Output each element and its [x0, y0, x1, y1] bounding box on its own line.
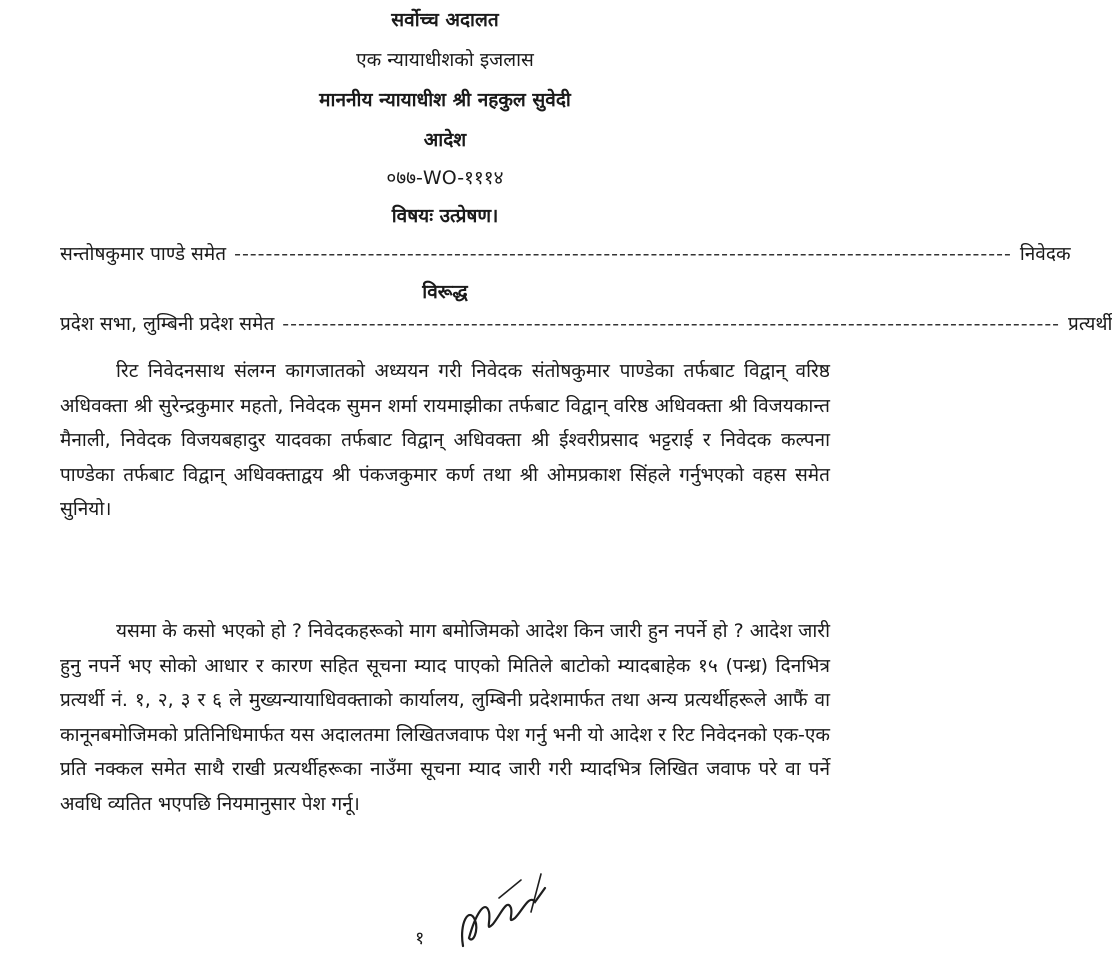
dash-leader: ---------------------------------------------------------------------------------------------------	[234, 243, 1012, 265]
order-heading: आदेश	[423, 129, 467, 151]
petitioner-name: सन्तोषकुमार पाण्डे समेत	[60, 243, 227, 265]
petitioner-role: निवेदक	[1019, 243, 1071, 265]
versus-label: विरूद्ध	[422, 281, 468, 303]
respondent-line	[60, 310, 1112, 336]
signature-scribble	[455, 868, 565, 953]
respondent-name: प्रदेश सभा, लुम्बिनी प्रदेश समेत	[60, 313, 275, 335]
court-name: सर्वोच्च अदालत	[391, 9, 499, 31]
justice-name: माननीय न्यायाधीश श्री नहकुल सुवेदी	[319, 89, 571, 111]
paragraph-hearing: रिट निवेदनसाथ संलग्न कागजातको अध्ययन गरी निवेदक संतोषकुमार पाण्डेका तर्फबाट विद्वान् वरिष्ठ अधिवक्ता श्री सुरेन्द्रकुमार महतो, निवेदक सुमन शर्मा रायमाझीका तर्फबाट विद्वान् वरिष्ठ अधिवक्ता श्री विजयकान्त मैनाली, निवेदक विजयबहादुर यादवका तर्फबाट विद्वान् अधिवक्ता श्री ईश्वरीप्रसाद भट्टराई र निवेदक कल्पना पाण्डेका तर्फबाट विद्वान् अधिवक्ताद्वय श्री पंकजकुमार कर्ण तथा श्री ओमप्रकाश सिंहले गर्नुभएको वहस समेत सुनियो।	[60, 360, 830, 520]
case-number: ०७७-WO-१११४	[386, 167, 504, 189]
paragraph-order: यसमा के कसो भएको हो ? निवेदकहरूको माग बमोजिमको आदेश किन जारी हुन नपर्ने हो ? आदेश जारी हुनु नपर्ने भए सोको आधार र कारण सहित सूचना म्याद पाएको मितिले बाटोको म्यादबाहेक १५ (पन्ध्र) दिनभित्र प्रत्यर्थी नं. १, २, ३ र ६ ले मुख्यन्यायाधिवक्ताको कार्यालय, लुम्बिनी प्रदेशमार्फत तथा अन्य प्रत्यर्थीहरूले आफैं वा कानूनबमोजिमको प्रतिनिधिमार्फत यस अदालतमा लिखितजवाफ पेश गर्नु भनी यो आदेश र रिट निवेदनको एक-एक प्रति नक्कल समेत साथै राखी प्रत्यर्थीहरूका नाउँमा सूचना म्याद जारी गरी म्यादभित्र लिखित जवाफ परे वा पर्ने अवधि व्यतित भएपछि नियमानुसार पेश गर्नू।	[60, 620, 831, 815]
bench-type: एक न्यायाधीशको इजलास	[356, 49, 534, 71]
page-number: १	[415, 928, 425, 949]
respondent-role: प्रत्यर्थी	[1068, 313, 1112, 335]
petitioner-line	[60, 240, 1071, 266]
subject-line: विषयः उत्प्रेषण।	[391, 205, 499, 227]
dash-leader: ---------------------------------------------------------------------------------------------------	[282, 313, 1061, 335]
